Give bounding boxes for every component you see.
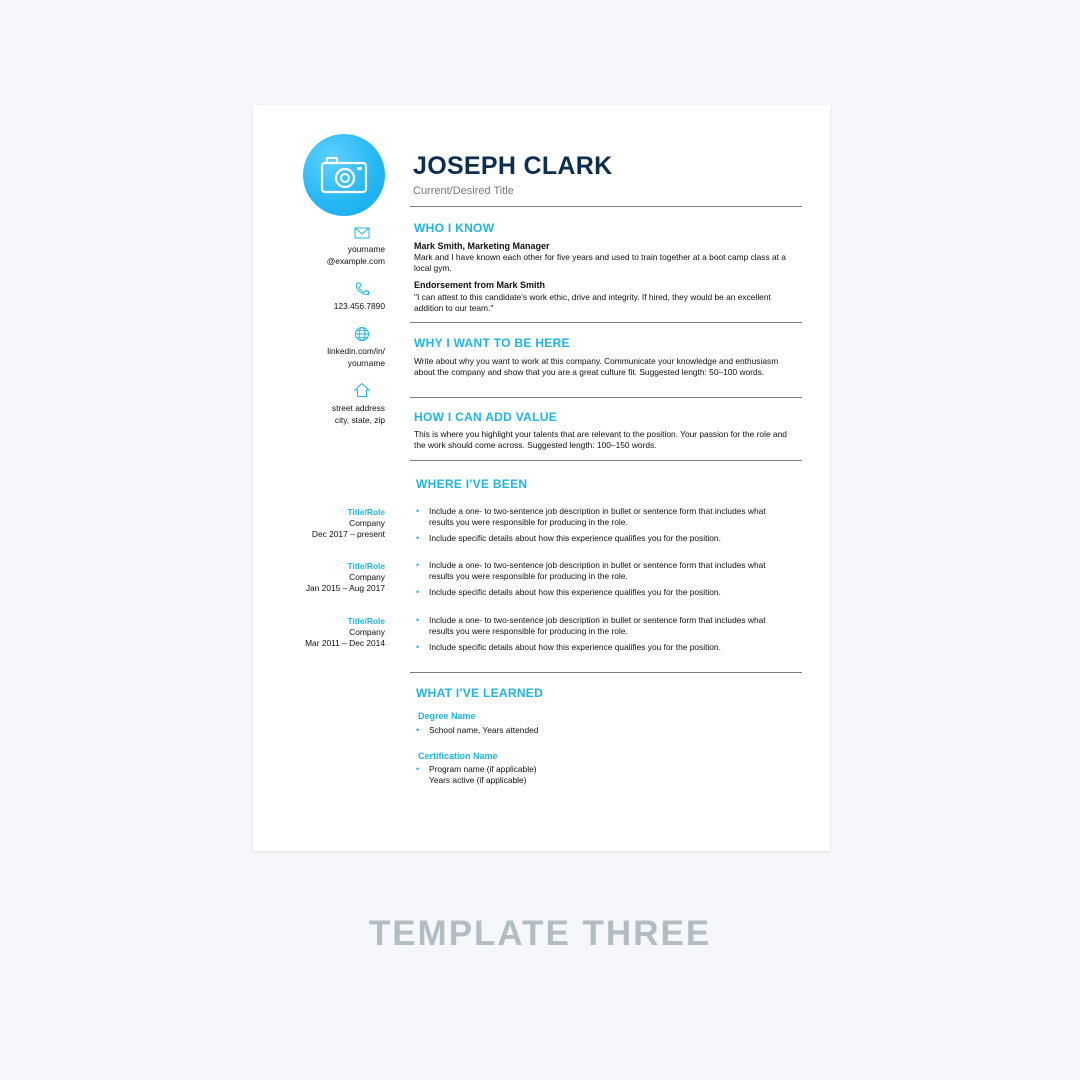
contact-address: street address city, state, zip	[331, 403, 385, 425]
camera-icon	[319, 155, 369, 195]
why-here-heading: WHY I WANT TO BE HERE	[414, 336, 570, 350]
globe-icon	[353, 326, 371, 347]
contact-phone[interactable]: 123.456.7890	[333, 301, 385, 311]
endorsement-text: "I can attest to this candidate's work ethic, drive and integrity. If hired, they would be an excellent addition to our team."	[414, 292, 771, 313]
list-item: • School name, Years attended	[416, 725, 539, 735]
list-item: • Include specific details about how this experience qualifies you for the position.	[416, 642, 721, 652]
list-item: • Include a one- to two-sentence job description in bullet or sentence form that includes what results you were responsible for producing in the role.	[416, 560, 766, 581]
candidate-title: Current/Desired Title	[413, 185, 514, 197]
contact-email[interactable]: yourname @example.com	[326, 244, 385, 266]
job-meta: Title/Role Company Jan 2015 – Aug 2017	[305, 561, 385, 593]
endorsement-label: Endorsement from Mark Smith	[414, 280, 546, 290]
divider	[410, 460, 802, 461]
contact-linkedin[interactable]: linkedin.com/in/ yourname	[327, 346, 385, 368]
divider	[410, 322, 802, 323]
job-meta: Title/Role Company Dec 2017 – present	[311, 507, 385, 539]
list-item: • Include a one- to two-sentence job description in bullet or sentence form that includes what results you were responsible for producing in the role.	[416, 506, 766, 527]
add-value-heading: HOW I CAN ADD VALUE	[414, 410, 558, 424]
candidate-name: JOSEPH CLARK	[413, 152, 613, 180]
list-item: • Include specific details about how this experience qualifies you for the position.	[416, 587, 721, 597]
why-here-text: Write about why you want to work at this company. Communicate your knowledge and enthusiasm about the company and show that you are a great culture fit. Suggested length: 50–100 words.	[414, 356, 779, 377]
house-icon	[353, 382, 371, 403]
list-item: • Include a one- to two-sentence job description in bullet or sentence form that includes what results you were responsible for producing in the role.	[416, 615, 766, 636]
divider	[410, 672, 802, 673]
resume-page	[253, 105, 830, 851]
job-bullets	[416, 560, 788, 598]
experience-heading: WHERE I'VE BEEN	[416, 477, 528, 491]
template-label: TEMPLATE THREE	[368, 914, 712, 953]
list-item: • Program name (if applicable) Years active (if applicable)	[416, 764, 537, 785]
degree-name: Degree Name	[418, 711, 476, 721]
reference-text: Mark and I have known each other for five years and used to train together at a boot camp class at a local gym.	[414, 252, 786, 273]
reference-name: Mark Smith, Marketing Manager	[414, 241, 550, 251]
who-i-know-heading: WHO I KNOW	[414, 221, 495, 235]
list-item: • Include specific details about how this experience qualifies you for the position.	[416, 533, 721, 543]
divider	[410, 206, 802, 207]
phone-icon	[353, 281, 371, 302]
photo-placeholder[interactable]	[303, 134, 385, 216]
add-value-text: This is where you highlight your talents that are relevant to the position. Your passion for the role and the work should come across. Suggested length: 100–150 words.	[414, 429, 787, 450]
certification-name: Certification Name	[418, 751, 498, 761]
education-heading: WHAT I'VE LEARNED	[416, 686, 544, 700]
divider	[410, 397, 802, 398]
job-meta: Title/Role Company Mar 2011 – Dec 2014	[305, 616, 385, 648]
job-bullets	[416, 615, 788, 653]
job-bullets	[416, 506, 788, 544]
